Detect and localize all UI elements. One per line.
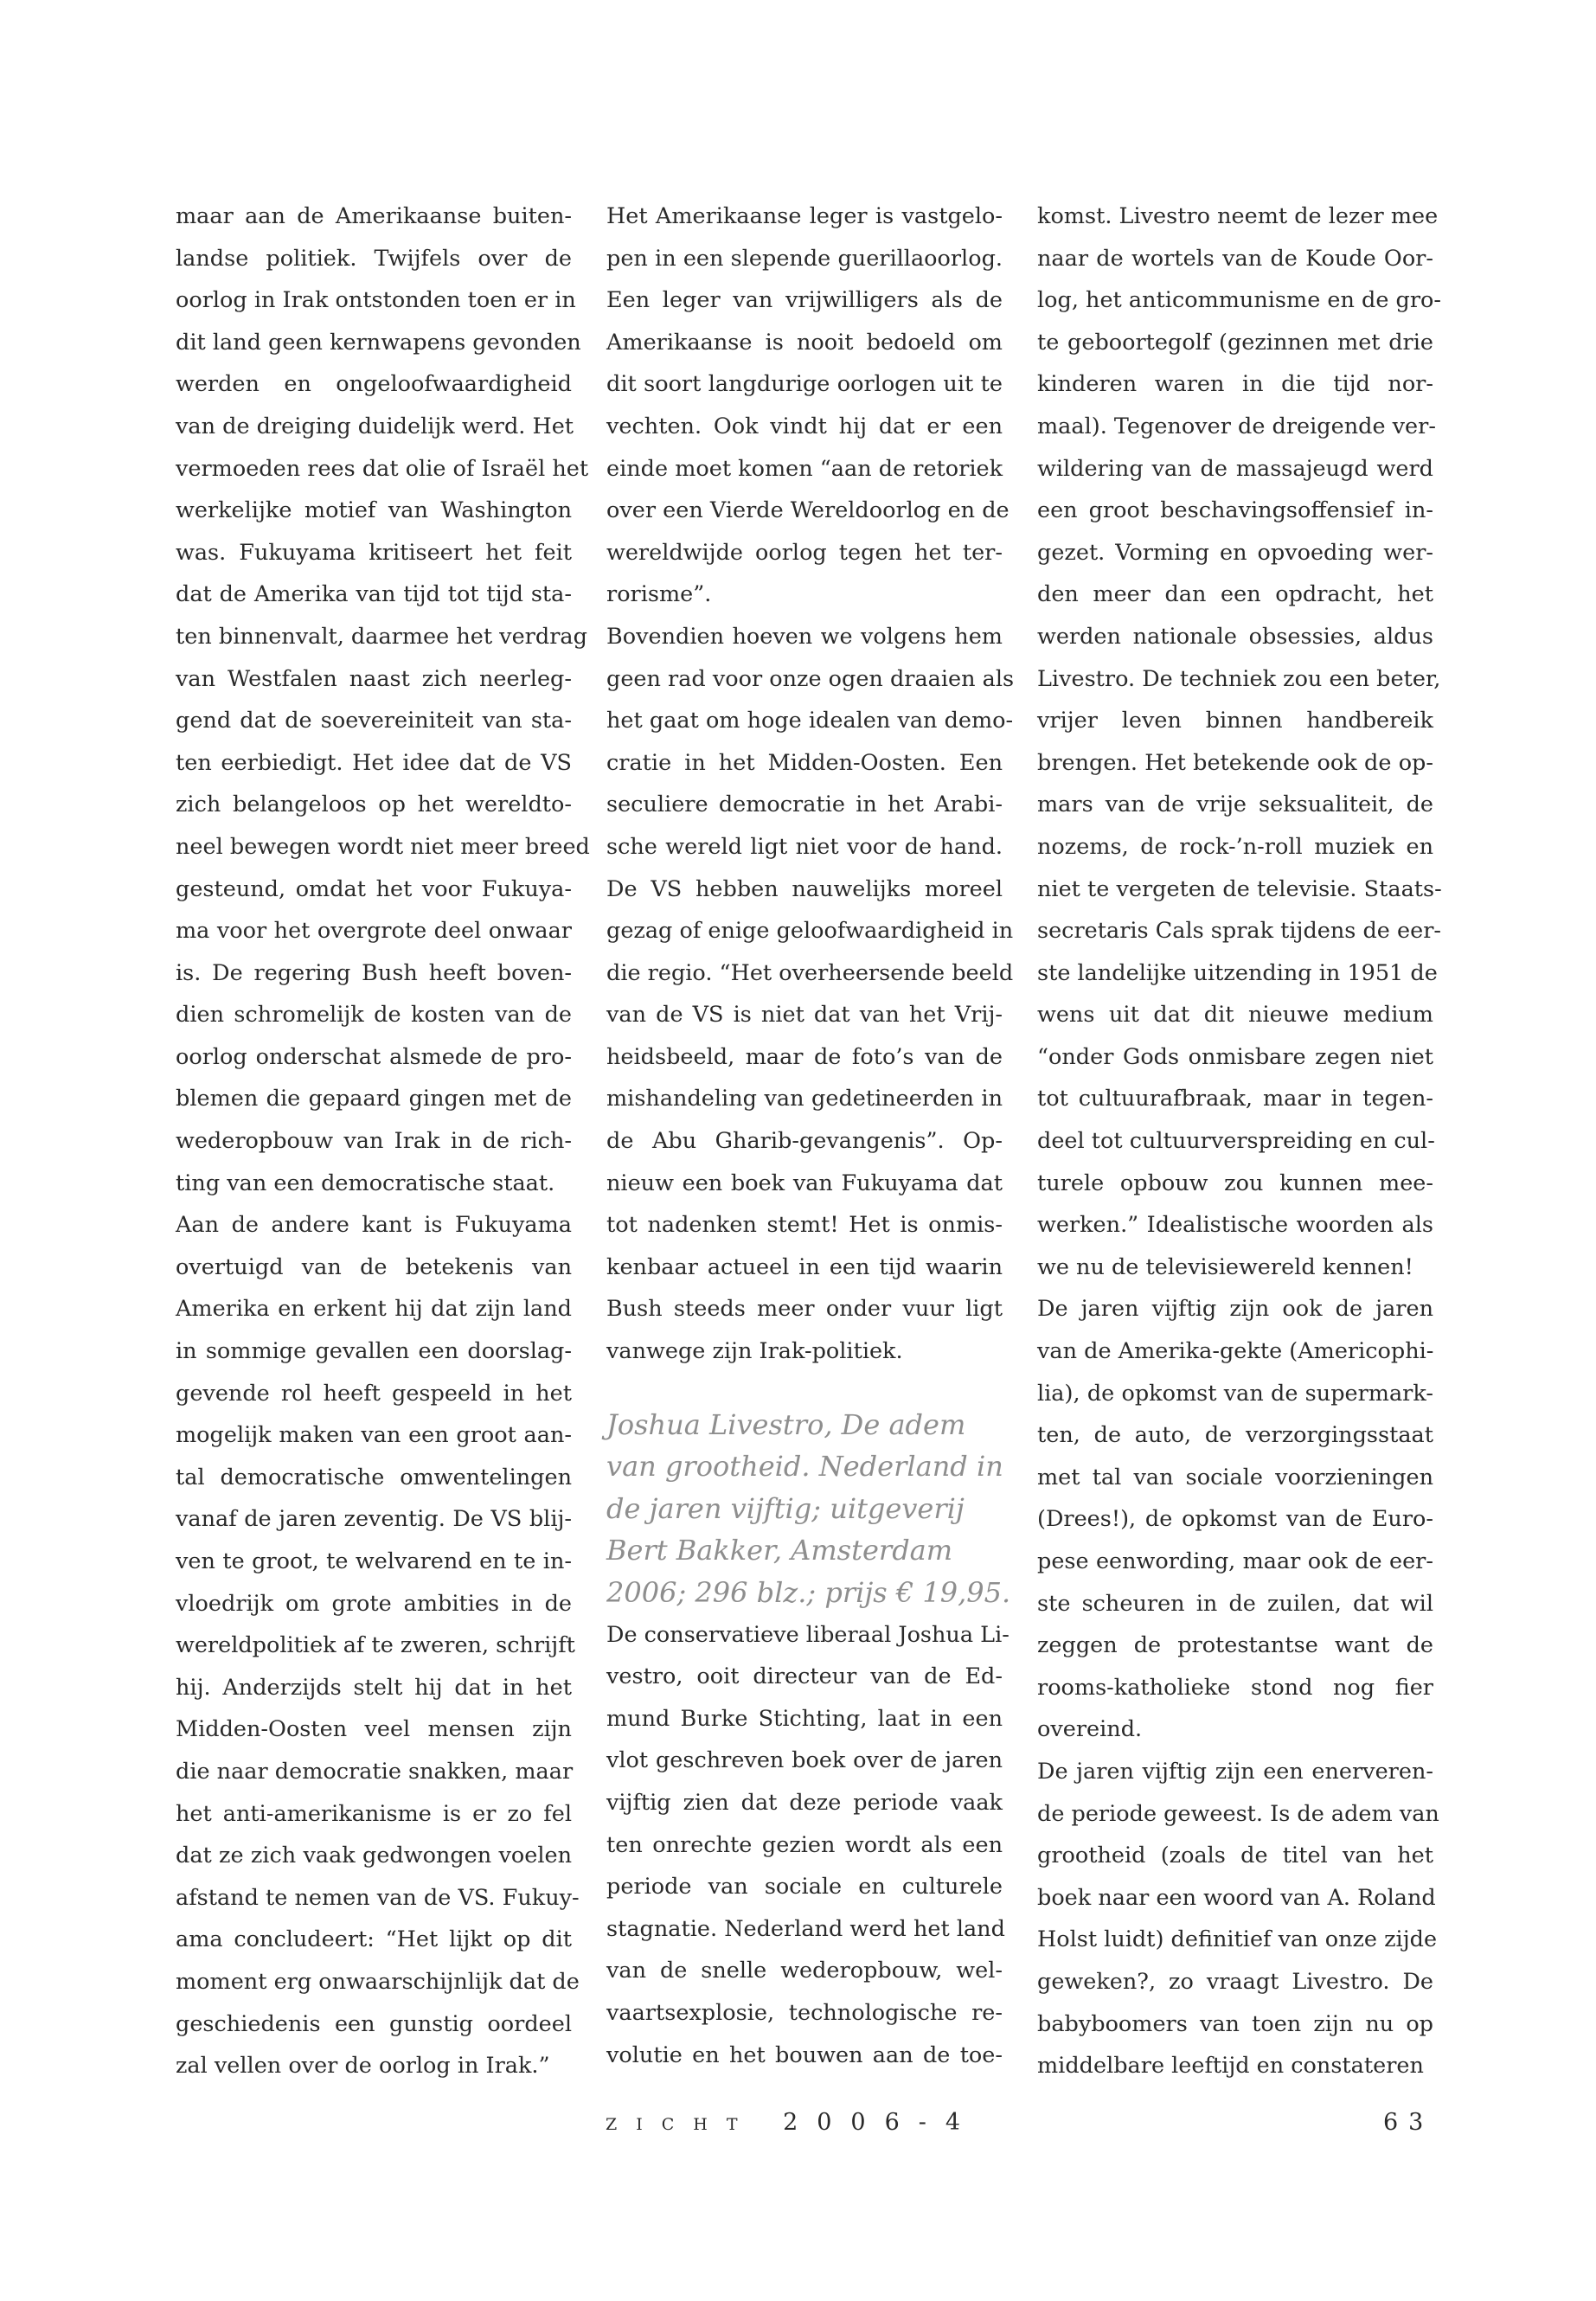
text-line: Aan de andere kant is Fukuyama xyxy=(176,1212,572,1239)
text-line: ste scheuren in de zuilen, dat wil xyxy=(1037,1590,1433,1617)
text-line: heidsbeeld, maar de foto’s van de xyxy=(606,1043,1003,1070)
text-line: ma voor het overgrote deel onwaar xyxy=(176,918,572,945)
text-line: kenbaar actueel in een tijd waarin xyxy=(606,1253,1003,1280)
text-line: vlot geschreven boek over de jaren xyxy=(606,1747,1003,1774)
text-line: vaartsexplosie, technologische re- xyxy=(606,1999,1003,2026)
text-line: Amerika en erkent hij dat zijn land xyxy=(176,1296,572,1323)
text-line: een groot beschavingsoffensief in- xyxy=(1037,497,1433,524)
text-line: gezet. Vorming en opvoeding wer- xyxy=(1037,539,1433,566)
text-line: Holst luidt) definitief van onze zijde xyxy=(1037,1926,1438,1953)
text-line: moment erg onwaarschijnlijk dat de xyxy=(176,1968,580,1995)
text-line: geschiedenis een gunstig oordeel xyxy=(176,2010,572,2037)
text-line: in sommige gevallen een doorslag- xyxy=(176,1338,572,1365)
text-line: volutie en het bouwen aan de toe- xyxy=(606,2041,1003,2068)
text-line: De conservatieve liberaal Joshua Li- xyxy=(606,1621,1010,1648)
text-line: over een Vierde Wereldoorlog en de xyxy=(606,497,1010,524)
text-line: het anti-amerikanisme is er zo fel xyxy=(176,1800,572,1827)
text-line: maar aan de Amerikaanse buiten- xyxy=(176,203,572,229)
text-line: vermoeden rees dat olie of Israël het xyxy=(176,455,589,482)
text-line: brengen. Het betekende ook de op- xyxy=(1037,749,1433,776)
text-line: secretaris Cals sprak tijdens de eer- xyxy=(1037,918,1441,945)
text-line: van de snelle wederopbouw, wel- xyxy=(606,1958,1003,1984)
text-line: hij. Anderzijds stelt hij dat in het xyxy=(176,1674,572,1701)
text-line: is. De regering Bush heeft boven- xyxy=(176,959,572,986)
text-line: periode van sociale en culturele xyxy=(606,1874,1003,1900)
text-line: dat de Amerika van tijd tot tijd sta- xyxy=(176,581,572,608)
text-line: wereldpolitiek af te zweren, schrijft xyxy=(176,1632,575,1659)
text-line: tot cultuurafbraak, maar in tegen- xyxy=(1037,1086,1433,1112)
text-line: was. Fukuyama kritiseert het feit xyxy=(176,539,572,566)
text-line: De VS hebben nauwelijks moreel xyxy=(606,875,1003,902)
text-line: gevende rol heeft gespeeld in het xyxy=(176,1380,572,1407)
text-line: log, het anticommunisme en de gro- xyxy=(1037,287,1442,314)
text-line: vloedrijk om grote ambities in de xyxy=(176,1590,572,1617)
review-spacer xyxy=(606,1373,1003,1404)
review-heading-line: van grootheid. Nederland in xyxy=(606,1450,1003,1484)
text-line: De jaren vijftig zijn een enerveren- xyxy=(1037,1758,1433,1785)
text-line: werken.” Idealistische woorden als xyxy=(1037,1212,1433,1239)
text-line: niet te vergeten de televisie. Staats- xyxy=(1037,875,1442,902)
text-line: pese eenwording, maar ook de eer- xyxy=(1037,1548,1433,1574)
text-line: wens uit dat dit nieuwe medium xyxy=(1037,1002,1433,1029)
text-line: mishandeling van gedetineerden in xyxy=(606,1086,1003,1112)
text-line: te geboortegolf (gezinnen met drie xyxy=(1037,329,1433,356)
text-line: “onder Gods onmisbare zegen niet xyxy=(1037,1043,1433,1070)
text-line: van Westfalen naast zich neerleg- xyxy=(176,665,572,692)
text-line: ven te groot, te welvarend en te in- xyxy=(176,1548,572,1574)
text-line: zeggen de protestantse want de xyxy=(1037,1632,1433,1659)
text-line: maal). Tegenover de dreigende ver- xyxy=(1037,413,1436,439)
text-line: rorisme”. xyxy=(606,581,712,608)
text-line: stagnatie. Nederland werd het land xyxy=(606,1915,1005,1942)
text-line: vijftig zien dat deze periode vaak xyxy=(606,1789,1003,1816)
text-line: werden nationale obsessies, aldus xyxy=(1037,623,1433,650)
column-1 xyxy=(176,195,590,2087)
text-line: wildering van de massajeugd werd xyxy=(1037,455,1433,482)
text-line: overeind. xyxy=(1037,1716,1143,1743)
text-line: middelbare leeftijd en constateren xyxy=(1037,2053,1424,2080)
text-line: vestro, ooit directeur van de Ed- xyxy=(606,1663,1003,1690)
text-line: deel tot cultuurverspreiding en cul- xyxy=(1037,1128,1435,1155)
text-line: ten onrechte gezien wordt als een xyxy=(606,1831,1003,1858)
text-line: Bovendien hoeven we volgens hem xyxy=(606,623,1003,650)
text-line: boek naar een woord van A. Roland xyxy=(1037,1884,1436,1911)
text-line: afstand te nemen van de VS. Fukuy- xyxy=(176,1884,580,1911)
text-line: pen in een slepende guerillaoorlog. xyxy=(606,245,1003,272)
text-line: oorlog in Irak ontstonden toen er in xyxy=(176,287,576,314)
text-line: cratie in het Midden-Oosten. Een xyxy=(606,749,1003,776)
text-line: babyboomers van toen zijn nu op xyxy=(1037,2010,1433,2037)
text-line: dien schromelijk de kosten van de xyxy=(176,1002,572,1029)
text-line: van de Amerika-gekte (Americophi- xyxy=(1037,1338,1434,1365)
text-line: de Abu Gharib-gevangenis”. Op- xyxy=(606,1128,1003,1155)
text-line: nozems, de rock-’n-roll muziek en xyxy=(1037,833,1433,860)
text-line: vanwege zijn Irak-politiek. xyxy=(606,1338,903,1365)
text-line: Amerikaanse is nooit bedoeld om xyxy=(606,329,1003,356)
text-line: ama concludeert: “Het lijkt op dit xyxy=(176,1926,572,1953)
text-line: komst. Livestro neemt de lezer mee xyxy=(1037,203,1439,229)
text-line: werden en ongeloofwaardigheid xyxy=(176,371,572,398)
text-line: grootheid (zoals de titel van het xyxy=(1037,1843,1433,1869)
text-line: einde moet komen “aan de retoriek xyxy=(606,455,1003,482)
text-line: de periode geweest. Is de adem van xyxy=(1037,1800,1439,1827)
footer-journal-issue: zicht 2006-4 xyxy=(606,2109,980,2136)
text-line: mogelijk maken van een groot aan- xyxy=(176,1422,572,1449)
text-line: ten, de auto, de verzorgingsstaat xyxy=(1037,1422,1433,1449)
text-line: rooms-katholieke stond nog fier xyxy=(1037,1674,1433,1701)
text-line: oorlog onderschat alsmede de pro- xyxy=(176,1043,572,1070)
text-line: sche wereld ligt niet voor de hand. xyxy=(606,833,1003,860)
text-line: tot nadenken stemt! Het is onmis- xyxy=(606,1212,1003,1239)
text-line: van de VS is niet dat van het Vrij- xyxy=(606,1002,1003,1029)
text-line: die regio. “Het overheersende beeld xyxy=(606,959,1014,986)
column-3 xyxy=(1037,195,1442,2087)
text-line: Het Amerikaanse leger is vastgelo- xyxy=(606,203,1003,229)
text-line: dit land geen kernwapens gevonden xyxy=(176,329,581,356)
text-line: wereldwijde oorlog tegen het ter- xyxy=(606,539,1003,566)
footer-page-number: 63 xyxy=(1383,2109,1434,2136)
text-line: De jaren vijftig zijn ook de jaren xyxy=(1037,1296,1433,1323)
text-line: met tal van sociale voorzieningen xyxy=(1037,1464,1433,1490)
text-line: (Drees!), de opkomst van de Euro- xyxy=(1037,1506,1433,1533)
text-line: ting van een democratische staat. xyxy=(176,1170,555,1196)
text-line: gend dat de soevereiniteit van sta- xyxy=(176,708,572,734)
text-line: ste landelijke uitzending in 1951 de xyxy=(1037,959,1438,986)
text-line: vanaf de jaren zeventig. De VS blij- xyxy=(176,1506,572,1533)
text-line: vechten. Ook vindt hij dat er een xyxy=(606,413,1003,439)
text-line: van de dreiging duidelijk werd. Het xyxy=(176,413,574,439)
text-line: Bush steeds meer onder vuur ligt xyxy=(606,1296,1003,1323)
text-line: blemen die gepaard gingen met de xyxy=(176,1086,572,1112)
text-line: wederopbouw van Irak in de rich- xyxy=(176,1128,572,1155)
text-line: vrijer leven binnen handbereik xyxy=(1037,708,1433,734)
text-line: neel bewegen wordt niet meer breed xyxy=(176,833,590,860)
text-line: mund Burke Stichting, laat in een xyxy=(606,1705,1003,1732)
text-line: overtuigd van de betekenis van xyxy=(176,1253,572,1280)
text-line: ten eerbiedigt. Het idee dat de VS xyxy=(176,749,572,776)
text-line: dit soort langdurige oorlogen uit te xyxy=(606,371,1003,398)
text-line: nieuw een boek van Fukuyama dat xyxy=(606,1170,1003,1196)
text-line: het gaat om hoge idealen van demo- xyxy=(606,708,1014,734)
text-line: landse politiek. Twijfels over de xyxy=(176,245,572,272)
text-line: mars van de vrije seksualiteit, de xyxy=(1037,792,1433,818)
text-line: Livestro. De techniek zou een beter, xyxy=(1037,665,1441,692)
text-line: ten binnenvalt, daarmee het verdrag xyxy=(176,623,587,650)
text-line: turele opbouw zou kunnen mee- xyxy=(1037,1170,1433,1196)
text-line: geweken?, zo vraagt Livestro. De xyxy=(1037,1968,1433,1995)
text-line: naar de wortels van de Koude Oor- xyxy=(1037,245,1433,272)
column-2 xyxy=(606,195,1015,2076)
review-heading-line: Bert Bakker, Amsterdam xyxy=(606,1534,953,1567)
text-line: gezag of enige geloofwaardigheid in xyxy=(606,918,1014,945)
text-line: werkelijke motief van Washington xyxy=(176,497,572,524)
review-heading-line: Joshua Livestro, De adem xyxy=(606,1407,966,1441)
review-heading-line: 2006; 296 blz.; prijs € 19,95. xyxy=(606,1576,1011,1609)
text-line: kinderen waren in die tijd nor- xyxy=(1037,371,1433,398)
text-line: lia), de opkomst van de supermark- xyxy=(1037,1380,1433,1407)
text-line: die naar democratie snakken, maar xyxy=(176,1758,574,1785)
text-line: den meer dan een opdracht, het xyxy=(1037,581,1433,608)
text-line: dat ze zich vaak gedwongen voelen xyxy=(176,1843,572,1869)
text-line: Midden-Oosten veel mensen zijn xyxy=(176,1716,572,1743)
text-line: zal vellen over de oorlog in Irak.” xyxy=(176,2053,550,2080)
text-line: geen rad voor onze ogen draaien als xyxy=(606,665,1015,692)
text-line: Een leger van vrijwilligers als de xyxy=(606,287,1003,314)
review-heading-line: de jaren vijftig; uitgeverij xyxy=(606,1491,965,1525)
book-review-heading xyxy=(606,1404,1011,1614)
text-line: gesteund, omdat het voor Fukuya- xyxy=(176,875,572,902)
text-line: tal democratische omwentelingen xyxy=(176,1464,572,1490)
text-line: we nu de televisiewereld kennen! xyxy=(1037,1253,1413,1280)
text-line: seculiere democratie in het Arabi- xyxy=(606,792,1003,818)
text-line: zich belangeloos op het wereldto- xyxy=(176,792,572,818)
